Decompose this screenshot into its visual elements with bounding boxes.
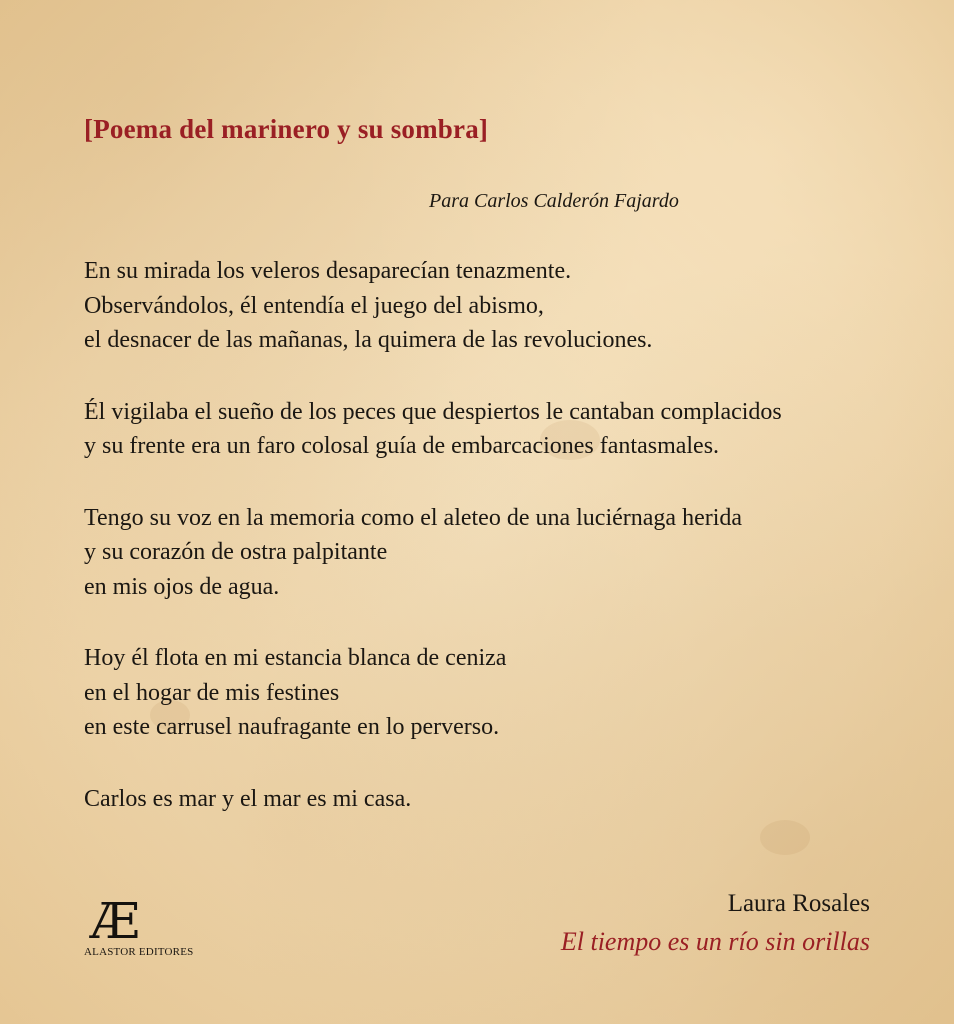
poem-line: Él vigilaba el sueño de los peces que despiertos le cantaban complacidos	[84, 398, 782, 425]
poem-line: Tengo su voz en la memoria como el aleteo de una luciérnaga herida	[84, 504, 743, 531]
poem-line: Hoy él flota en mi estancia blanca de ceniza	[84, 645, 507, 671]
poem-dedication: Para Carlos Calderón Fajardo	[429, 190, 679, 212]
stanza	[84, 782, 904, 817]
stanza	[84, 254, 904, 358]
poem-line: el desnacer de las mañanas, la quimera de las revoluciones.	[84, 327, 653, 353]
stanza	[84, 395, 904, 464]
poem-line: y su frente era un faro colosal guía de embarcaciones fantasmales.	[84, 433, 720, 459]
stanza	[84, 501, 904, 605]
poem-line: En su mirada los veleros desaparecían tenazmente.	[84, 258, 572, 284]
poem-line: en mis ojos de agua.	[84, 573, 280, 600]
publisher-name: ALASTOR EDITORES	[84, 946, 194, 958]
poem-line: Carlos es mar y el mar es mi casa.	[84, 785, 412, 812]
poem-line: y su corazón de ostra palpitante	[84, 539, 388, 565]
poem-title: [Poema del marinero y su sombra]	[84, 114, 489, 144]
publisher-logo	[84, 892, 204, 958]
publisher-logo-mark: Æ	[90, 892, 141, 950]
poem-line: en el hogar de mis festines	[84, 679, 340, 706]
book-title: El tiempo es un río sin orillas	[560, 927, 870, 956]
stanza	[84, 641, 904, 745]
poem-line: Observándolos, él entendía el juego del abismo,	[84, 292, 544, 319]
poem-line: en este carrusel naufragante en lo perverso.	[84, 714, 500, 740]
author-name: Laura Rosales	[727, 890, 870, 917]
poem-body	[84, 254, 904, 853]
